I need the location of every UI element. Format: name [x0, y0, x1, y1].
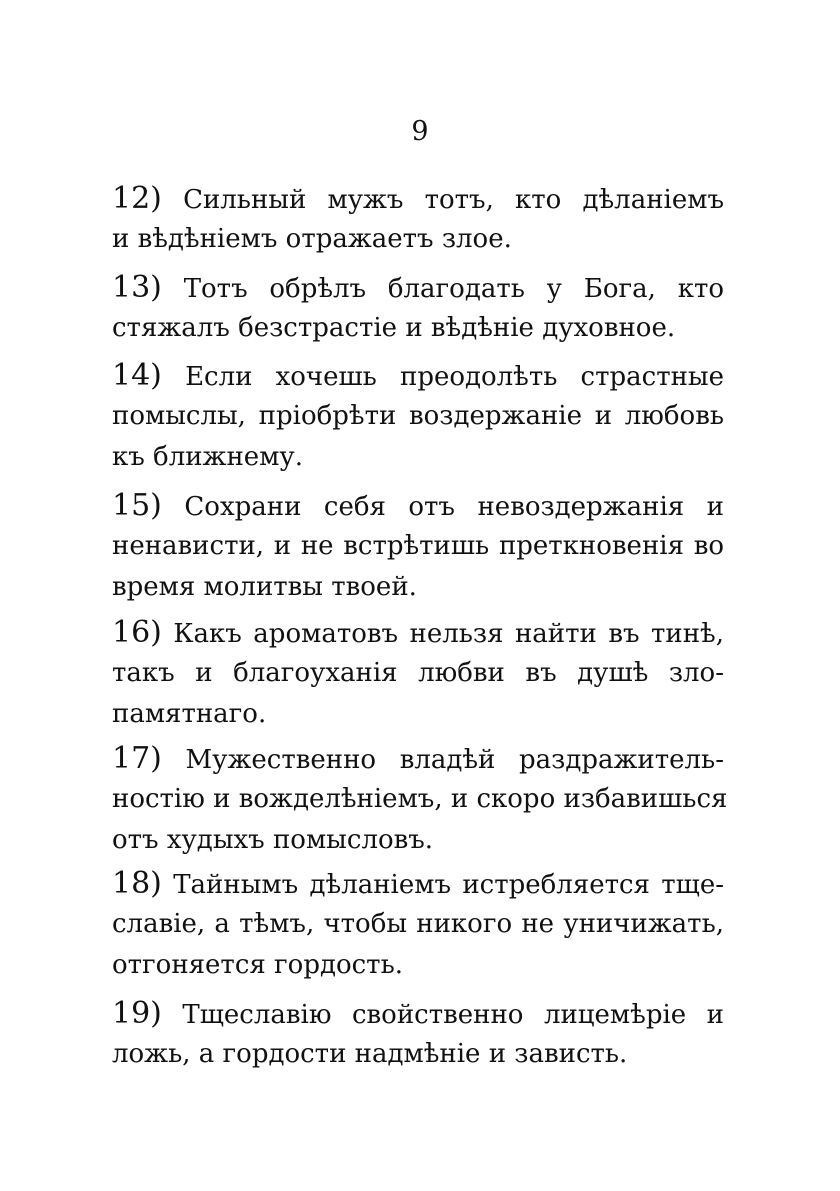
entry-18	[112, 863, 724, 986]
entry-number: 18)	[112, 866, 162, 901]
entry-19	[112, 993, 724, 1075]
entry-16	[112, 612, 724, 735]
entry-text: къ ближнему.	[112, 442, 303, 472]
entry-text: такъ и благоуханія любви въ душѣ зло-	[112, 658, 724, 688]
entry-14	[112, 355, 724, 478]
entry-17	[112, 738, 728, 861]
entry-text: Тайнымъ дѣланіемъ истребляется тще-	[173, 870, 724, 900]
entry-line	[112, 738, 724, 779]
entry-text: ностію и вожделѣніемъ, и скоро избавишься	[112, 784, 728, 814]
entry-line	[112, 178, 724, 219]
entry-line	[112, 863, 724, 904]
entry-line	[112, 993, 724, 1034]
entry-12	[112, 178, 724, 260]
entry-text: отгоняется гордость.	[112, 950, 403, 980]
entry-text: Тотъ обрѣлъ благодать у Бога, кто	[183, 274, 724, 304]
entry-line	[112, 267, 724, 308]
entry-13	[112, 267, 724, 349]
entry-text: памятнаго.	[112, 699, 267, 729]
entry-number: 12)	[112, 181, 162, 216]
entry-text: время молитвы твоей.	[112, 572, 417, 602]
entry-number: 17)	[112, 741, 162, 776]
entry-text: Какъ ароматовъ нельзя найти въ тинѣ,	[173, 619, 724, 649]
entry-text: отъ худыхъ помысловъ.	[112, 825, 434, 855]
entry-line	[112, 485, 724, 526]
entry-number: 13)	[112, 270, 162, 305]
entry-number: 19)	[112, 996, 162, 1031]
entry-number: 15)	[112, 488, 162, 523]
entry-number: 16)	[112, 615, 162, 650]
entry-line	[112, 612, 724, 653]
entry-15	[112, 485, 724, 608]
entry-text: ненависти, и не встрѣтишь преткновенія во	[112, 531, 724, 561]
entry-text: ложь, а гордости надмѣніе и зависть.	[112, 1039, 628, 1069]
entry-text: Сильный мужъ тотъ, кто дѣланіемъ	[183, 185, 724, 215]
entry-text: и вѣдѣніемъ отражаетъ злое.	[112, 224, 512, 254]
entry-text: помыслы, пріобрѣти воздержаніе и любовь	[112, 401, 724, 431]
entry-text: Мужественно владѣй раздражитель-	[185, 745, 724, 775]
entry-line	[112, 355, 724, 396]
entry-text: Тщеславію свойственно лицемѣріе и	[182, 1000, 724, 1030]
page-number: 9	[411, 116, 429, 147]
entry-text: славіе, а тѣмъ, чтобы никого не уничижать,	[112, 909, 724, 939]
entry-text: стяжалъ безстрастіе и вѣдѣніе духовное.	[112, 313, 676, 343]
entry-text: Если хочешь преодолѣть страстные	[185, 362, 724, 392]
entry-text: Сохрани себя отъ невоздержанія и	[184, 492, 724, 522]
entry-number: 14)	[112, 358, 162, 393]
